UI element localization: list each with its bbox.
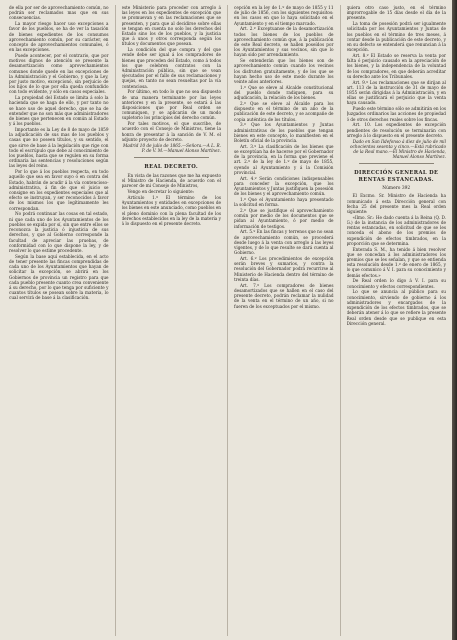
paragraph: La condición del que compra y del que vende debe ser igual á los compradores de bienes que proceden del Estado, como á todos los que celebren contratos con la Administración pública, sin que se vean ejecutados por el fallo de sus reclamaciones y quejas, en tanto no sean resueltas por la vía contenciosa. bbox=[121, 47, 221, 89]
text-columns bbox=[9, 5, 446, 636]
paragraph: Enterada S. M., ha tenido á bien resolver que se concedan á los administradores los premios que se les señalan, y que se entienda esta resolución desde 1.º de enero de 1865, y lo que comunico á V. I. para su conocimiento y demás efectos.» bbox=[346, 246, 446, 278]
paragraph: Art. 7.º Los compradores de bienes desamortizados que se hallen en el caso del presente decreto, podrán reclamar la nulidad de la venta en el término de un año, si no fueren de los exceptuados por el mismo. bbox=[234, 282, 334, 309]
paragraph: Dado en San Ildefonso á diez de julio de mil ochocientos sesenta y cinco.—Está rubricado de la Real mano.—El Ministro de Hacienda, Manuel Alonso Martínez. bbox=[350, 138, 446, 160]
column-3 bbox=[234, 5, 334, 636]
paragraph: La propiedad del Estado se limita á solo la hacienda que se haga de ello, y por tanto no se hace uso de aquel derecho, que se ha de entender que no son más que administradores de bienes que pertenecen en común al Estado y á los pueblos. bbox=[9, 95, 109, 127]
paragraph: 2.º Que se eleve al Alcalde para los dispuesto en el término de un año de la publicación de este decreto, y se acompañe de copia auténtica de los títulos. bbox=[234, 101, 334, 122]
column-divider bbox=[115, 5, 116, 636]
paragraph: 2.º Que se justifique el aprovechamiento común por medio de los documentos que se pidan al Ayuntamiento, ó por medio de información de testigos. bbox=[234, 208, 334, 229]
paragraph: Según la base aquí establecida, en el acto de tener presente las fincas comprendidas de cada uno de los Ayuntamientos que hayan de solicitar la excepción, se abrirá en los Gobiernos de provincia un registro para que cada pueblo presente cuanto crea conveniente á su derecho, por lo que tenga por suficiente y cuantos títulos se posean sobre la materia, lo cual servirá de base á la clasificación. bbox=[9, 253, 109, 301]
paragraph: Importante es la Ley de 8 de mayo de 1859 la adjudicación de sus mas de los pueblos y casas que no poseen títulos, y su sentido, el que sirve de base á la legislación que rige con todo el escrúpulo que debe al conocimiento de los pueblos, hasta que se regulen en su forma ordinaria las sentencias y resoluciones según las leyes del reino. bbox=[9, 127, 109, 169]
paragraph: Art. 3.º La clasificación de los bienes que se exceptúan ha de hacerse por el Gobernador de la provincia, en la forma que previene el art. 2.º de la ley de 1.º de mayo de 1855, oyendo al Ayuntamiento y á la Comisión provincial. bbox=[234, 143, 334, 175]
paragraph: cepción en la ley de 1.º de mayo de 1855 y 11 de julio de 1856, con los siguientes requisitos: en los casos en que lo haya solicitado en el Ayuntamiento y en el tiempo marcado. bbox=[234, 5, 334, 26]
paragraph: Art. 9.º Los reclamaciones que se dirijan al art. 113 de la instrucción de 31 de mayo de 1855 serán dirigidas á la Administración, y en ellas se justificará el perjuicio que la venta haya causado. bbox=[346, 79, 446, 106]
column-1 bbox=[9, 5, 109, 636]
paragraph: este Ministerio para proceder con arreglo á las leyes en los expedientes de excepción que se promuevan y en las reclamaciones que se presenten, y para que al decidirse sobre ellas se tengan en cuenta no solo los derechos del Estado sino los de los pueblos, y la justicia que á unos y otros corresponda según los títulos y documentos que posean. bbox=[121, 5, 221, 47]
paragraph: quiera otro caso justo, en el término improrrogable de 15 días desde el día de la presente. bbox=[346, 5, 446, 21]
section-number: Número 392 bbox=[382, 186, 411, 192]
paragraph: Art. 8.º El Estado se reserva la venta por falta ó perjuicio causado en la apreciación de los bienes, y la independencia de la voluntad de los compradores, en que deberán acreditar su derecho ante los Tribunales. bbox=[346, 53, 446, 79]
paragraph: De Real orden lo digo á V. I. para su conocimiento y efectos correspondientes. bbox=[346, 278, 446, 289]
paragraph: Madrid 10 de julio de 1865.—Señora.—A L. R. P. de V. M.—Manuel Alonso Martínez. bbox=[122, 142, 221, 153]
paragraph: Art. 6.º Los procedimientos de excepción serán breves y sumarios, y contra la resolución del Gobernador podrá recurrirse al Ministerio de Hacienda dentro del término de treinta días. bbox=[234, 256, 334, 282]
section-heading: DIRECCIÓN GENERAL DE RENTAS ESTANCADAS. bbox=[354, 170, 439, 184]
paragraph: Puedo este término sólo se admitirán en los Juzgados ordinarios las acciones de propiedad ó de otros derechos reales sobre los fincas. bbox=[346, 106, 446, 122]
paragraph: Por último, en todo lo que no sea dispuesto de una manera terminante por las leyes anteriores y en la presente, se estará á las disposiciones que por Real orden se comuniquen, y se aplicarán de un modo supletorio los principios del derecho común. bbox=[121, 89, 221, 121]
paragraph: La mayor riesgo hacer uso excepciones a favor de los pueblos, se ha de ver la tasación de bienes expedientes de los consumos aprovechamiento común, por su carácter, en concepto de aprovechamientos comunales, ó en las excepciones. bbox=[9, 21, 109, 53]
section-separator bbox=[134, 157, 210, 158]
paragraph: Artículo 1.º El término de los Ayuntamientos y entidades en excepciones de los bienes en este anunciado, como pueblos en el pleno dominio con la plena facultad de los derechos establecidos en la ley de la materia y á lo dispuesto en el presente decreto. bbox=[121, 195, 221, 227]
paragraph: Se entenderán que los bienes son de aprovechamiento común cuando los vecinos los disfruten gratuitamente, y de los que se hayan hecho uso de este modo durante los veinte años anteriores. bbox=[234, 58, 334, 85]
paragraph: Vengo en decretar lo siguiente: bbox=[127, 189, 194, 195]
paragraph: 3.º Que los Ayuntamientos y Juntas administrativas de los pueblos que tengan bienes en este concepto, lo manifiesten en el Boletín oficial de la provincia. bbox=[234, 122, 334, 144]
paragraph: Lo que se anuncia al público para su conocimiento, sirviendo de gobierno á los administradores y encargados de la expendición de los efectos timbrados, que se deberán atener á lo que se refiere la presente Real orden desde que se publique en esta Dirección general. bbox=[346, 289, 446, 326]
column-2 bbox=[122, 5, 222, 636]
section-heading: REAL DECRETO. bbox=[144, 164, 199, 171]
paragraph: de ella por ser de aprovechamiento común, no podrán ser reclamados mas que en sus consecuencias. bbox=[9, 5, 109, 21]
paragraph: En vista de las razones que me ha expuesto el Ministro de Hacienda, de acuerdo con el parecer de mi Consejo de Ministros, bbox=[121, 173, 221, 189]
paragraph: No podrá continuar las cosas en tal estado, ni que cada uno de los Ayuntamientos de los pueblos se expida por sí, sin que entre ellos se reconozca la justicia ó injusticia de sus derechos, y que al Gobierno corresponde la facultad de apreciar las pruebas, de conformidad con lo que dispone la ley, y de resolver lo que estime procedente. bbox=[9, 211, 109, 253]
page-binding-edge bbox=[452, 0, 457, 640]
paragraph: Art. 5.º En las fincas y terrenos que no sean de aprovechamiento común, se procederá desde luego á la venta con arreglo á las leyes vigentes, y de lo que resulte se dará cuenta al Gobierno. bbox=[234, 229, 334, 256]
section-separator bbox=[359, 163, 435, 164]
paragraph: Art. 2.º Exceptuanse de la desamortización todos los bienes de los pueblos de aprovechamiento común que, á la publicación de este Real decreto, se hallen poseídos por los Ayuntamientos y sus vecinos, sin que lo hayan sido por arrendamiento. bbox=[234, 26, 334, 58]
paragraph: La toma de posesión podrá ser igualmente solicitada por los Ayuntamientos y Juntas de los pueblos en el término de tres meses, á contar desde la publicación de este decreto, y en su defecto se entenderá que renuncian á la excepción. bbox=[346, 21, 446, 53]
paragraph: Art. 10. Los expedientes de excepción pendientes de resolución se terminarán con arreglo á lo dispuesto en el presente decreto. bbox=[346, 122, 446, 138]
paragraph: Art. 4.º Serán condiciones indispensables para conceder la excepción, que los Ayuntamientos y Juntas justifiquen la posesión de los bienes y el aprovechamiento común. bbox=[234, 175, 334, 197]
paragraph: El Excmo. Sr. Ministro de Hacienda ha comunicado á esta Dirección general con fecha 25 del presente mes la Real orden siguiente: bbox=[346, 193, 446, 215]
paragraph: «Ilmo. Sr.: He dado cuenta á la Reina (Q. D. G.) de la instancia de los administradores de rentas estancadas, en solicitud de que se les conceda el abono de los premios de expendición de efectos timbrados, en la proporción que se determina. bbox=[346, 214, 446, 246]
column-divider bbox=[340, 5, 341, 636]
paragraph: Por lo que á los pueblos respecta, en todo aquello que sea en favor suyo ó en contra del Estado, habrán de acudir á la vía contencioso-administrativa, á fin de que el juicio se consigne en los expedientes especiales que al efecto se instruyan, y ser reconocidos á favor de los mismos los que legítimamente les correspondan. bbox=[9, 169, 109, 211]
paragraph: 1.º Que el Ayuntamiento haya presentado la solicitud en forma. bbox=[234, 197, 334, 208]
paragraph: Por tales motivos, el que suscribe, de acuerdo con el Consejo de Ministros, tiene la honra de presentar á la sanción de V. M. el adjunto proyecto de decreto. bbox=[121, 121, 221, 142]
column-divider bbox=[227, 5, 228, 636]
paragraph: 1.º Que se eleve al Alcalde constitucional del pueblo donde radiquen, para su adjudicación, la relación de los bienes. bbox=[234, 84, 334, 101]
column-4 bbox=[347, 5, 447, 636]
paragraph: Puede acontecer, por el contrario, que por motivos dignos de atención se presente la desamortización como aprovechamientos comunes donde quede en las excepciones de la Administración y el Gobierno, y que la Ley, por justo motivo, excepcionó, sin perjuicio de los hijos de lo que por ella queda confundido con todo evidente, y sólo en casos especiales. bbox=[9, 53, 109, 95]
